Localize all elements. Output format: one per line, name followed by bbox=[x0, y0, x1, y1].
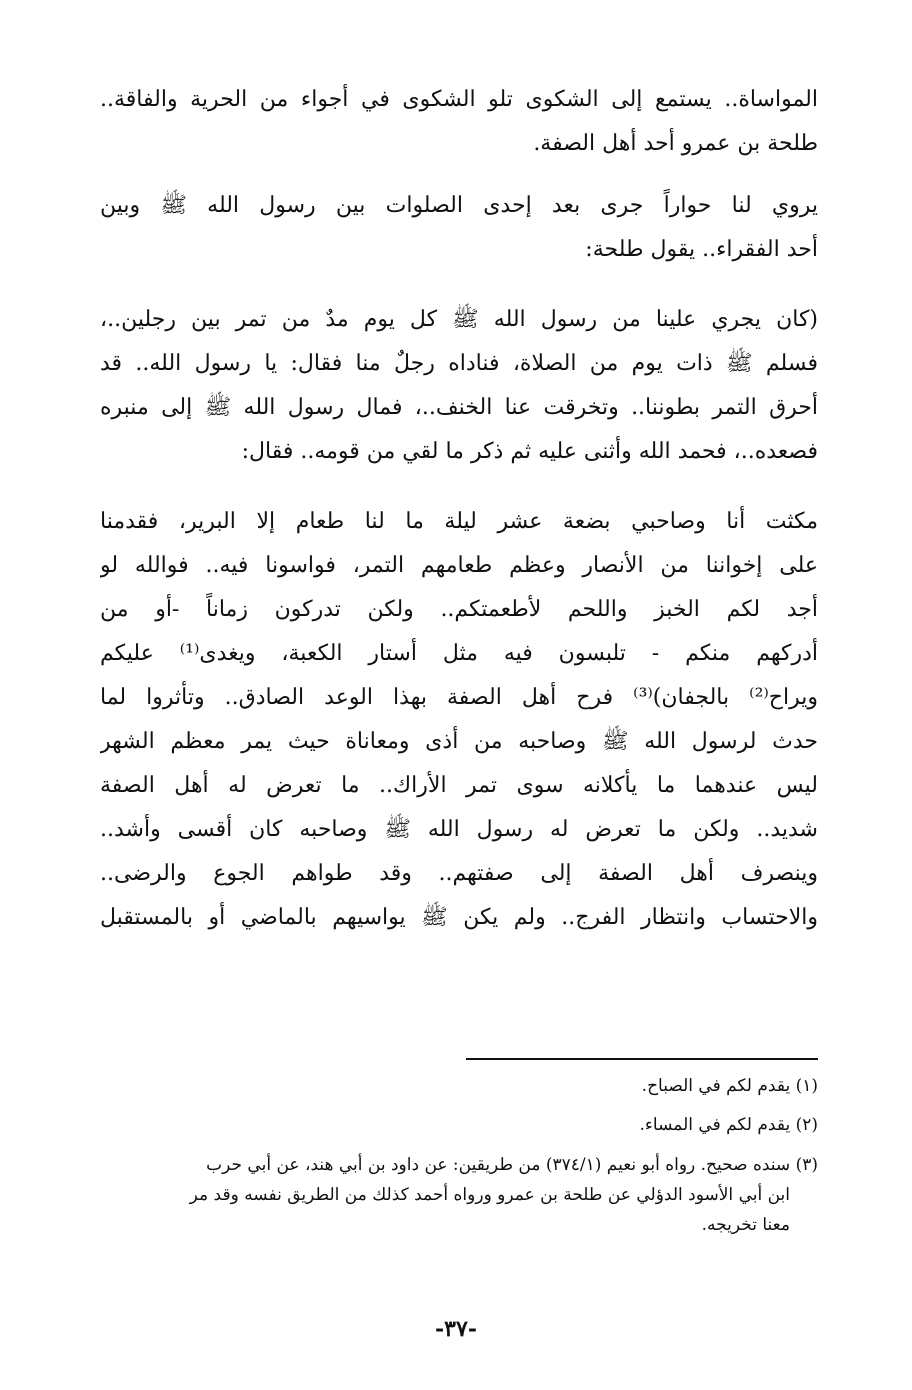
text-line: ويراح⁽²⁾ بالجفان)⁽³⁾ فرح أهل الصفة بهذا الوعد الصادق.. وتأثروا لما bbox=[100, 685, 818, 710]
text-line: حدث لرسول الله ﷺ وصاحبه من أذى ومعاناة حيث يمر معظم الشهر bbox=[100, 729, 818, 754]
footnote-text: معنا تخريجه. bbox=[701, 1215, 790, 1235]
text-line: المواساة.. يستمع إلى الشكوى تلو الشكوى في أجواء من الحرية والفاقة.. bbox=[100, 87, 818, 112]
page-number: -٣٧- bbox=[435, 1316, 477, 1342]
footnote-text: (٣) سنده صحيح. رواه أبو نعيم (٣٧٤/١) من طريقين: عن داود بن أبي هند، عن أبي حرب bbox=[206, 1155, 818, 1175]
text-line: مكثت أنا وصاحبي بضعة عشر ليلة ما لنا طعام إلا البرير، فقدمنا bbox=[100, 509, 818, 534]
text-line: (كان يجري علينا من رسول الله ﷺ كل يوم مدٌ من تمر بين رجلين..، bbox=[100, 307, 818, 332]
text-line: أدركهم منكم - تلبسون فيه مثل أستار الكعبة، ويغدى⁽¹⁾ عليكم bbox=[100, 641, 818, 666]
text-line: شديد.. ولكن ما تعرض له رسول الله ﷺ وصاحبه كان أقسى وأشد.. bbox=[100, 817, 818, 842]
text-line: أحد الفقراء.. يقول طلحة: bbox=[585, 237, 818, 262]
text-line: فسلم ﷺ ذات يوم من الصلاة، فناداه رجلٌ منا فقال: يا رسول الله.. قد bbox=[100, 351, 818, 376]
footnote-2 bbox=[100, 1111, 818, 1140]
text-line: فصعده..، فحمد الله وأثنى عليه ثم ذكر ما لقي من قومه.. فقال: bbox=[241, 439, 818, 464]
paragraph-1 bbox=[100, 78, 818, 166]
text-line: وينصرف أهل الصفة إلى صفتهم.. وقد طواهم الجوع والرضى.. bbox=[100, 861, 818, 886]
text-line: على إخواننا من الأنصار وعظم طعامهم التمر، فواسونا فيه.. فوالله لو bbox=[100, 553, 818, 578]
text-line: أجد لكم الخبز واللحم لأطعمتكم.. ولكن تدركون زماناً -أو من bbox=[100, 597, 818, 622]
text-line: يروي لنا حواراً جرى بعد إحدى الصلوات بين رسول الله ﷺ وبين bbox=[100, 193, 818, 218]
paragraph-3 bbox=[100, 298, 818, 474]
paragraph-2 bbox=[100, 184, 818, 272]
text-line: طلحة بن عمرو أحد أهل الصفة. bbox=[533, 131, 818, 156]
footnote-text: (٢) يقدم لكم في المساء. bbox=[639, 1115, 818, 1135]
footnote-separator bbox=[466, 1058, 818, 1060]
footnote-3 bbox=[100, 1150, 818, 1240]
footnote-1 bbox=[100, 1072, 818, 1101]
text-line: أحرق التمر بطوننا.. وتخرقت عنا الخنف..، فمال رسول الله ﷺ إلى منبره bbox=[100, 395, 818, 420]
footnotes bbox=[100, 1072, 818, 1250]
text-line: والاحتساب وانتظار الفرج.. ولم يكن ﷺ يواسيهم بالماضي أو بالمستقبل bbox=[100, 905, 818, 930]
footnote-text: ابن أبي الأسود الدؤلي عن طلحة بن عمرو ورواه أحمد كذلك من الطريق نفسه وقد مر bbox=[189, 1185, 790, 1205]
text-line: ليس عندهما ما يأكلانه سوى تمر الأراك.. ما تعرض له أهل الصفة bbox=[100, 773, 818, 798]
paragraph-4 bbox=[100, 500, 818, 940]
footnote-text: (١) يقدم لكم في الصباح. bbox=[641, 1076, 818, 1096]
main-text bbox=[100, 78, 818, 940]
